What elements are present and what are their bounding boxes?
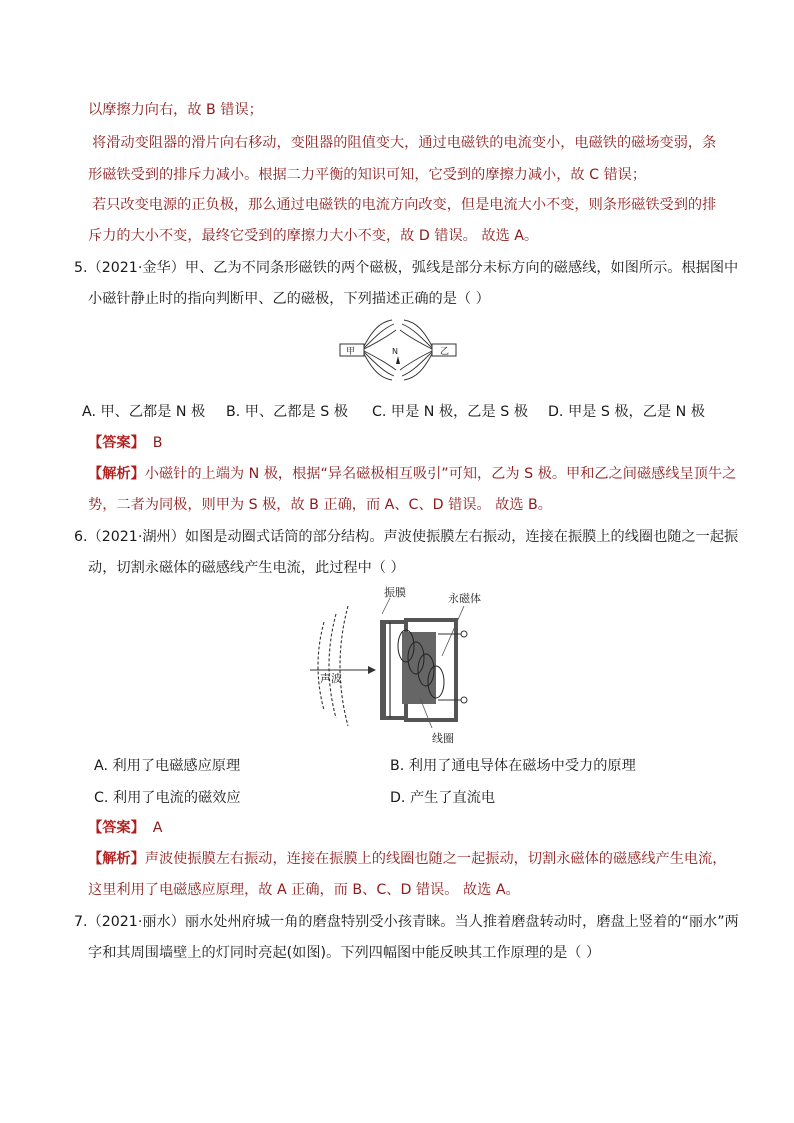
prev-analysis-line-1: 以摩擦力向右，故 B 错误； (88, 102, 263, 118)
q5-magnet-figure (336, 318, 460, 382)
label-jia: 甲 (346, 347, 356, 357)
q6-microphone-figure (302, 586, 492, 746)
q5-option-d: D. 甲是 S 极，乙是 N 极 (548, 404, 705, 420)
q6-option-d: D. 产生了直流电 (390, 790, 496, 806)
prev-analysis-line-2: 将滑动变阻器的滑片向右移动，变阻器的阻值变大，通过电磁铁的电流变小，电磁铁的磁场变弱，条 (92, 135, 717, 151)
sound-label: 声波 (320, 672, 342, 685)
analysis-tag: 【解析】 (88, 851, 145, 867)
q6-option-c: C. 利用了电流的磁效应 (94, 790, 241, 806)
q6-option-a: A. 利用了电磁感应原理 (94, 758, 241, 774)
q5-analysis-line-2: 势，二者为同极，则甲为 S 极，故 B 正确，而 A、C、D 错误。 故选 B。 (88, 497, 552, 513)
coil-label: 线圈 (432, 732, 454, 745)
prev-analysis-line-5: 斥力的大小不变，最终它受到的摩擦力大小不变，故 D 错误。 故选 A。 (88, 228, 539, 244)
q5-option-a: A. 甲、乙都是 N 极 (82, 404, 206, 420)
q6-analysis-line-2: 这里利用了电磁感应原理，故 A 正确，而 B、C、D 错误。 故选 A。 (88, 882, 520, 898)
answer-value: B (152, 435, 163, 451)
magnet-label: 永磁体 (448, 592, 481, 605)
answer-tag: 【答案】 (88, 820, 145, 836)
q6-option-b: B. 利用了通电导体在磁场中受力的原理 (390, 758, 636, 774)
field-lines (362, 320, 434, 380)
q6-stem-line-2: 动，切割永磁体的磁感线产生电流，此过程中（ ） (88, 560, 405, 576)
sound-waves (318, 606, 348, 726)
analysis-text: 声波使振膜左右振动，连接在振膜上的线圈也随之一起振动，切割永磁体的磁感线产生电流， (144, 851, 727, 867)
label-yi: 乙 (440, 347, 450, 357)
needle-label: N (392, 347, 398, 356)
answer-value: A (152, 820, 163, 836)
answer-tag: 【答案】 (88, 435, 145, 451)
prev-analysis-line-3: 形磁铁受到的排斥力减小。根据二力平衡的知识可知，它受到的摩擦力减小，故 C 错误； (88, 167, 647, 183)
q6-analysis-line-1 (88, 849, 726, 869)
q6-stem-line-1: 6.（2021·湖州）如图是动圈式话筒的部分结构。声波使振膜左右振动，连接在振膜上的线圈也随之一起振 (74, 529, 739, 545)
q5-analysis-line-1 (88, 464, 736, 484)
q7-stem-line-1: 7.（2021·丽水）丽水处州府城一角的磨盘特别受小孩青睐。当人推着磨盘转动时，磨盘上竖着的“丽水”两 (74, 914, 739, 930)
q6-answer-row (88, 818, 162, 838)
prev-analysis-line-4: 若只改变电源的正负极，那么通过电磁铁的电流方向改变，但是电流大小不变，则条形磁铁受到的排 (92, 197, 717, 213)
q7-stem-line-2: 字和其周围墙壁上的灯同时亮起(如图)。下列四幅图中能反映其工作原理的是（ ） (88, 945, 601, 961)
q5-option-b: B. 甲、乙都是 S 极 (226, 404, 348, 420)
analysis-text: 小磁针的上端为 N 极，根据“异名磁极相互吸引”可知，乙为 S 极。甲和乙之间磁感线呈顶牛之 (144, 466, 737, 482)
q5-option-c: C. 甲是 N 极，乙是 S 极 (372, 404, 528, 420)
q5-stem-line-1: 5.（2021·金华）甲、乙为不同条形磁铁的两个磁极，弧线是部分未标方向的磁感线，如图所示。根据图中 (74, 260, 739, 276)
compass-needle (396, 356, 400, 364)
q5-answer-row (88, 433, 163, 453)
analysis-tag: 【解析】 (88, 466, 145, 482)
q5-stem-line-2: 小磁针静止时的指向判断甲、乙的磁极，下列描述正确的是（ ） (88, 291, 490, 307)
diaphragm-label: 振膜 (384, 586, 406, 599)
